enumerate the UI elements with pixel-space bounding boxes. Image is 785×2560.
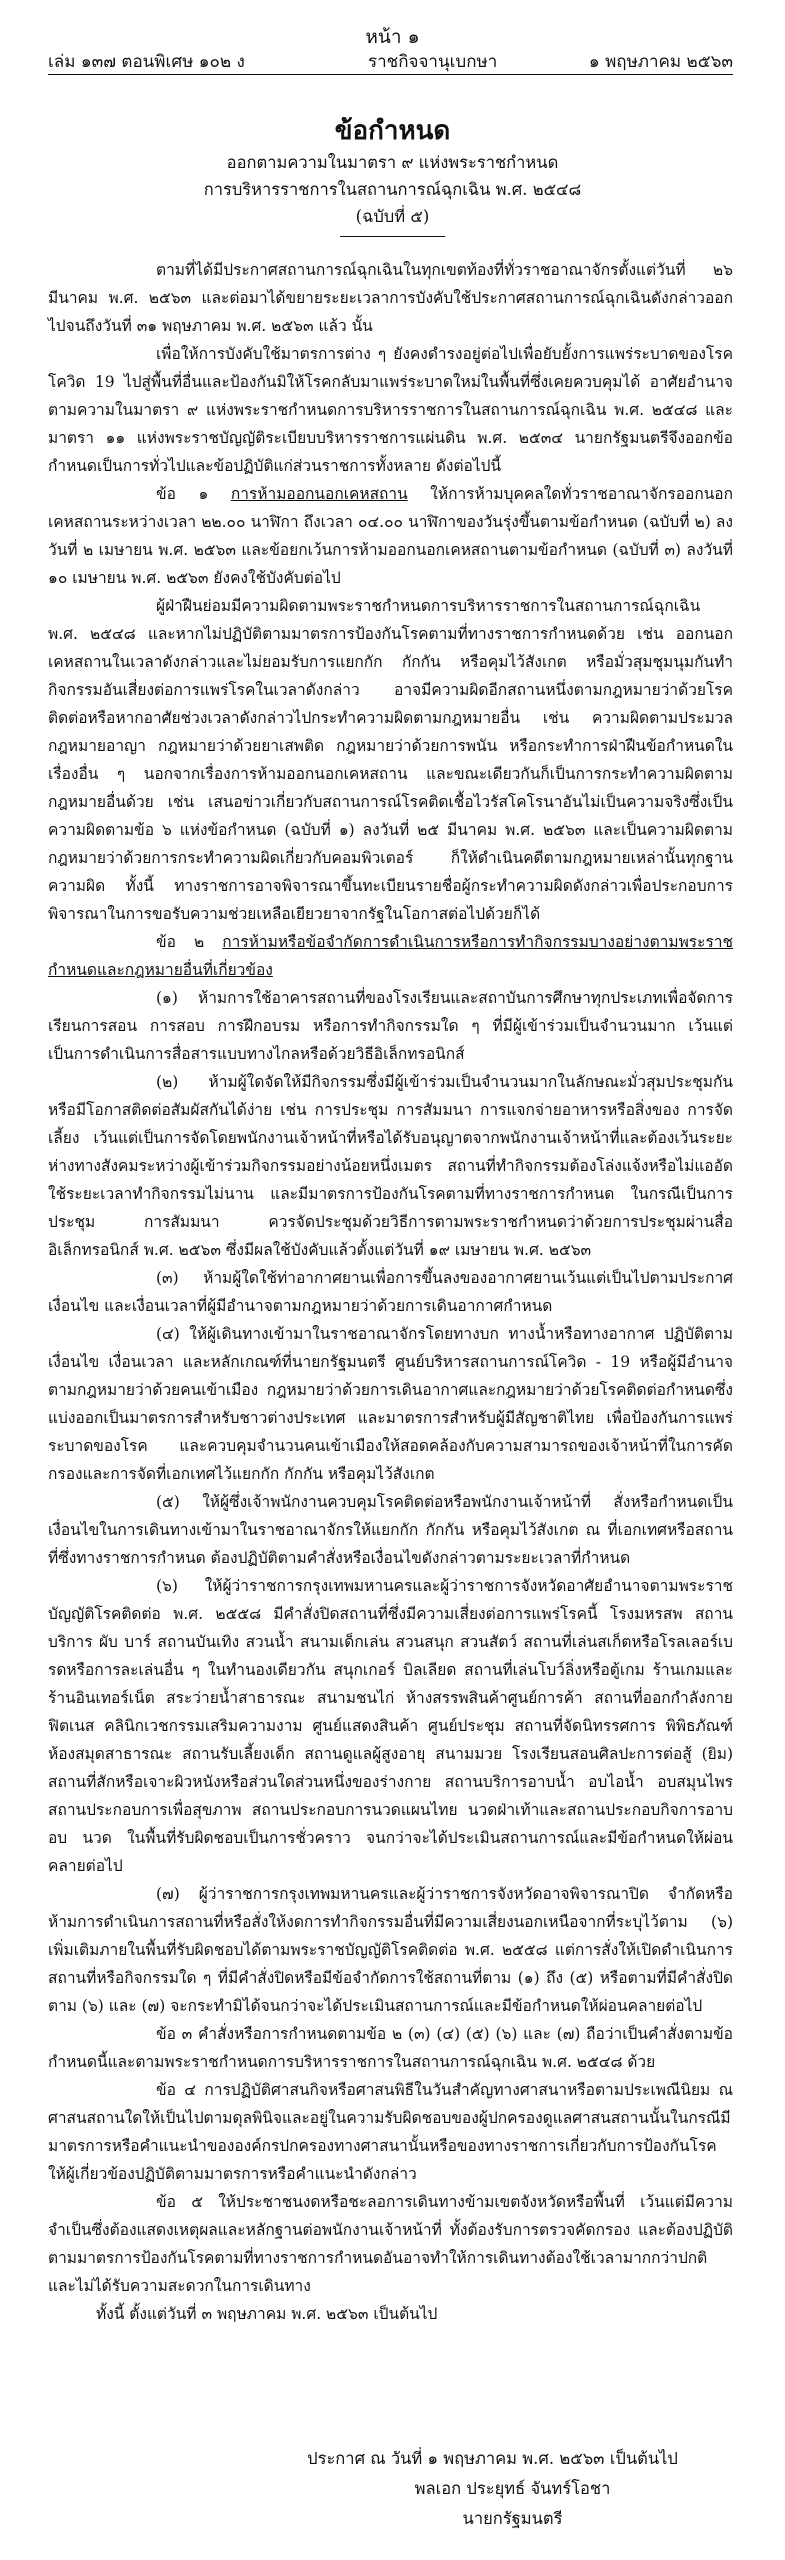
gazette-header	[48, 48, 733, 74]
clause: (๖) ให้ผู้ว่าราชการกรุงเทพมหานครและผู้ว่าราชการจังหวัดอาศัยอำนาจตามพระราชบัญญัติโรคติดต่อ พ.ศ. ๒๕๕๘ มีคำสั่งปิดสถานที่ซึ่งมีความเสี่ยงต่อการแพร่โรคนี้ โรงมหรสพ สถานบริการ ผับ บาร์ สถานบันเทิง สวนน้ำ สนามเด็กเล่น สวนสนุก สวนสัตว์ สถานที่เล่นสเก็ตหรือโรลเลอร์เบรดหรือการละเล่นอื่น ๆ ในทำนองเดียวกัน สนุกเกอร์ บิลเลียด สถานที่เล่นโบว์ลิ่งหรือตู้เกม ร้านเกมและร้านอินเทอร์เน็ต สระว่ายน้ำสาธารณะ สนามชนไก่ ห้างสรรพสินค้าศูนย์การค้า สถานที่ออกกำลังกายฟิตเนส คลินิกเวชกรรมเสริมความงาม ศูนย์แสดงสินค้า ศูนย์ประชุม สถานที่จัดนิทรรศการ พิพิธภัณฑ์ ห้องสมุดสาธารณะ สถานรับเลี้ยงเด็ก สถานดูแลผู้สูงอายุ สนามมวย โรงเรียนสอนศิลปะการต่อสู้ (ยิม) สถานที่สักหรือเจาะผิวหนังหรือส่วนใดส่วนหนึ่งของร่างกาย สถานบริการอาบน้ำ อบไอน้ำ อบสมุนไพร สถานประกอบการเพื่อสุขภาพ สถานประกอบการนวดแผนไทย นวดฝ่าเท้าและสถานประกอบกิจการอาบ อบ นวด ในพื้นที่รับผิดชอบเป็นการชั่วคราว จนกว่าจะได้ประเมินสถานการณ์และมีข้อกำหนดให้ผ่อนคลายต่อไป	[48, 1577, 733, 1875]
article-heading: การห้ามหรือข้อจำกัดการดำเนินการหรือการทำกิจกรรมบางอย่างตามพระราชกำหนดและกฎหมายอื่นที่เกี่ยวข้อง	[48, 933, 733, 979]
article-2	[48, 928, 733, 984]
clause: (๕) ให้ผู้ซึ่งเจ้าพนักงานควบคุมโรคติดต่อหรือพนักงานเจ้าหน้าที่ สั่งหรือกำหนดเป็นเงื่อนไขในการเดินทางเข้ามาในราชอาณาจักรให้แยกกัก กักกัน หรือคุมไว้สังเกต ณ ที่เอกเทศหรือสถานที่ซึ่งทางราชการกำหนด ต้องปฏิบัติตามคำสั่งหรือเงื่อนไขดังกล่าวตามระยะเวลาที่กำหนด	[48, 1493, 733, 1567]
page-number: หน้า ๑	[365, 26, 420, 48]
paragraph: ผู้ฝ่าฝืนย่อมมีความผิดตามพระราชกำหนดการบริหารราชการในสถานการณ์ฉุกเฉิน พ.ศ. ๒๕๔๘ และหากไม่ปฏิบัติตามมาตรการป้องกันโรคตามที่ทางราชการกำหนดด้วย เช่น ออกนอกเคหสถานในเวลาดังกล่าวและไม่ยอมรับการแยกกัก กักกัน หรือคุมไว้สังเกต หรือมั่วสุมชุมนุมกันทำกิจกรรมอันเสี่ยงต่อการแพร่โรคในเวลาดังกล่าว อาจมีความผิดอีกสถานหนึ่งตามกฎหมายว่าด้วยโรคติดต่อหรือหากอาศัยช่วงเวลาดังกล่าวไปกระทำความผิดตามกฎหมายอื่น เช่น ความผิดตามประมวลกฎหมายอาญา กฎหมายว่าด้วยยาเสพติด กฎหมายว่าด้วยการพนัน หรือกระทำการฝ่าฝืนข้อกำหนดในเรื่องอื่น ๆ นอกจากเรื่องการห้ามออกนอกเคหสถาน และขณะเดียวกันก็เป็นการกระทำความผิดตามกฎหมายอื่นด้วย เช่น เสนอข่าวเกี่ยวกับสถานการณ์โรคติดเชื้อไวรัสโคโรนาอันไม่เป็นความจริงซึ่งเป็นความผิดตามข้อ ๖ แห่งข้อกำหนด (ฉบับที่ ๑) ลงวันที่ ๒๕ มีนาคม พ.ศ. ๒๕๖๓ และเป็นความผิดตามกฎหมายว่าด้วยการกระทำความผิดเกี่ยวกับคอมพิวเตอร์ ก็ให้ดำเนินคดีตามกฎหมายเหล่านั้นทุกฐานความผิด ทั้งนี้ ทางราชการอาจพิจารณาขึ้นทะเบียนรายชื่อผู้กระทำความผิดดังกล่าวเพื่อประกอบการพิจารณาในการขอรับความช่วยเหลือเยียวยาจากรัฐในโอกาสต่อไปด้วยก็ได้	[48, 597, 733, 923]
gazette-name: ราชกิจจานุเบกษา	[368, 52, 498, 72]
effective-date: ทั้งนี้ ตั้งแต่วันที่ ๓ พฤษภาคม พ.ศ. ๒๕๖๓ เป็นต้นไป	[96, 2305, 438, 2323]
clause: (๓) ห้ามผู้ใดใช้ท่าอากาศยานเพื่อการขึ้นลงของอากาศยานเว้นแต่เป็นไปตามประกาศ เงื่อนไข และเงื่อนเวลาที่ผู้มีอำนาจตามกฎหมายว่าด้วยการเดินอากาศกำหนด	[48, 1269, 733, 1315]
clause: (๒) ห้ามผู้ใดจัดให้มีกิจกรรมซึ่งมีผู้เข้าร่วมเป็นจำนวนมากในลักษณะมั่วสุมประชุมกัน หรือมีโอกาสติดต่อสัมผัสกันได้ง่าย เช่น การประชุม การสัมมนา การแจกจ่ายอาหารหรือสิ่งของ การจัดเลี้ยง เว้นแต่เป็นการจัดโดยพนักงานเจ้าหน้าที่หรือได้รับอนุญาตจากพนักงานเจ้าหน้าที่และต้องเว้นระยะห่างทางสังคมระหว่างผู้เข้าร่วมกิจกรรมอย่างน้อยหนึ่งเมตร สถานที่ทำกิจกรรมต้องโล่งแจ้งหรือไม่แออัด ใช้ระยะเวลาทำกิจกรรมไม่นาน และมีมาตรการป้องกันโรคตามที่ทางราชการกำหนด ในกรณีเป็นการประชุม การสัมมนา ควรจัดประชุมด้วยวิธีการตามพระราชกำหนดว่าด้วยการประชุมผ่านสื่ออิเล็กทรอนิกส์ พ.ศ. ๒๕๖๓ ซึ่งมีผลใช้บังคับแล้วตั้งแต่วันที่ ๑๙ เมษายน พ.ศ. ๒๕๖๓	[48, 1073, 733, 1259]
article-number: ข้อ ๒	[156, 933, 205, 951]
document-title: ข้อกำหนด	[334, 116, 451, 146]
issue-date: ๑ พฤษภาคม ๒๕๖๓	[588, 52, 733, 72]
article-3: ข้อ ๓ คำสั่งหรือการกำหนดตามข้อ ๒ (๓) (๔) (๕) (๖) และ (๗) ถือว่าเป็นคำสั่งตามข้อกำหนดนี้และตามพระราชกำหนดการบริหารราชการในสถานการณ์ฉุกเฉิน พ.ศ. ๒๕๔๘ ด้วย	[48, 2025, 733, 2071]
article-1	[48, 480, 733, 592]
announcement-date: ประกาศ ณ วันที่ ๑ พฤษภาคม พ.ศ. ๒๕๖๓ เป็นต้นไป	[307, 2449, 678, 2468]
header-rule	[48, 74, 733, 75]
clause: (๑) ห้ามการใช้อาคารสถานที่ของโรงเรียนและสถาบันการศึกษาทุกประเภทเพื่อจัดการเรียนการสอน การสอบ การฝึกอบรม หรือการทำกิจกรรมใด ๆ ที่มีผู้เข้าร่วมเป็นจำนวนมาก เว้นแต่เป็นการดำเนินการสื่อสารแบบทางไกลหรือด้วยวิธีอิเล็กทรอนิกส์	[48, 989, 733, 1063]
title-separator	[340, 236, 445, 237]
article-4: ข้อ ๔ การปฏิบัติศาสนกิจหรือศาสนพิธีในวันสำคัญทางศาสนาหรือตามประเพณีนิยม ณ ศาสนสถานใดให้เป็นไปตามดุลพินิจและอยู่ในความรับผิดชอบของผู้ปกครองดูแลศาสนสถานนั้นในกรณีมีมาตรการหรือคำแนะนำขององค์กรปกครองทางศาสนานั้นหรือของทางราชการเกี่ยวกับการป้องกันโรค ให้ผู้เกี่ยวข้องปฏิบัติตามมาตรการหรือคำแนะนำดังกล่าว	[48, 2081, 733, 2183]
article-heading: การห้ามออกนอกเคหสถาน	[230, 485, 408, 503]
article-5: ข้อ ๕ ให้ประชาชนงดหรือชะลอการเดินทางข้ามเขตจังหวัดหรือพื้นที่ เว้นแต่มีความจำเป็นซึ่งต้องแสดงเหตุผลและหลักฐานต่อพนักงานเจ้าหน้าที่ ทั้งต้องรับการตรวจคัดกรอง และต้องปฏิบัติตามมาตรการป้องกันโรคตามที่ทางราชการกำหนดอันอาจทำให้การเดินทางต้องใช้เวลามากกว่าปกติ และไม่ได้รับความสะดวกในการเดินทาง	[48, 2193, 733, 2295]
document-subtitle: ออกตามความในมาตรา ๙ แห่งพระราชกำหนด	[226, 153, 559, 172]
volume-label: เล่ม ๑๓๗ ตอนพิเศษ ๑๐๒ ง	[48, 52, 245, 72]
document-body	[48, 256, 733, 2328]
paragraph: เพื่อให้การบังคับใช้มาตรการต่าง ๆ ยังคงดำรงอยู่ต่อไปเพื่อยับยั้งการแพร่ระบาดของโรคโควิด 19 ไปสู่พื้นที่อื่นและป้องกันมิให้โรคกลับมาแพร่ระบาดใหม่ในพื้นที่ซึ่งเคยควบคุมได้ อาศัยอำนาจตามความในมาตรา ๙ แห่งพระราชกำหนดการบริหารราชการในสถานการณ์ฉุกเฉิน พ.ศ. ๒๕๔๘ และมาตรา ๑๑ แห่งพระราชบัญญัติระเบียบบริหารราชการแผ่นดิน พ.ศ. ๒๕๓๔ นายกรัฐมนตรีจึงออกข้อกำหนดเป็นการทั่วไปและข้อปฏิบัติแก่ส่วนราชการทั้งหลาย ดังต่อไปนี้	[48, 345, 733, 475]
article-text: ให้การห้ามบุคคลใดทั่วราชอาณาจักรออกนอกเคหสถานระหว่างเวลา ๒๒.๐๐ นาฬิกา ถึงเวลา ๐๔.๐๐ นาฬิกาของวันรุ่งขึ้นตามข้อกำหนด (ฉบับที่ ๒) ลงวันที่ ๒ เมษายน พ.ศ. ๒๕๖๓ และข้อยกเว้นการห้ามออกนอกเคหสถานตามข้อกำหนด (ฉบับที่ ๓) ลงวันที่ ๑๐ เมษายน พ.ศ. ๒๕๖๓ ยังคงใช้บังคับต่อไป	[48, 485, 733, 587]
document-subtitle: การบริหารราชการในสถานการณ์ฉุกเฉิน พ.ศ. ๒๕๔๘	[203, 180, 582, 199]
article-number: ข้อ ๑	[156, 485, 209, 503]
signatory-name: พลเอก ประยุทธ์ จันทร์โอชา	[414, 2479, 611, 2498]
clause: (๔) ให้ผู้เดินทางเข้ามาในราชอาณาจักรโดยทางบก ทางน้ำหรือทางอากาศ ปฏิบัติตามเงื่อนไข เงื่อนเวลา และหลักเกณฑ์ที่นายกรัฐมนตรี ศูนย์บริหารสถานการณ์โควิด - 19 หรือผู้มีอำนาจตามกฎหมายว่าด้วยคนเข้าเมือง กฎหมายว่าด้วยการเดินอากาศและกฎหมายว่าด้วยโรคติดต่อกำหนดซึ่งแบ่งออกเป็นมาตรการสำหรับชาวต่างประเทศ และมาตรการสำหรับผู้มีสัญชาติไทย เพื่อป้องกันการแพร่ระบาดของโรค และควบคุมจำนวนคนเข้าเมืองให้สอดคล้องกับความสามารถของเจ้าหน้าที่ในการคัดกรองและการจัดที่เอกเทศไว้แยกกัก กักกัน หรือคุมไว้สังเกต	[48, 1325, 733, 1483]
clause: (๗) ผู้ว่าราชการกรุงเทพมหานครและผู้ว่าราชการจังหวัดอาจพิจารณาปิด จำกัดหรือห้ามการดำเนินการสถานที่หรือสั่งให้งดการทำกิจกรรมอื่นที่มีความเสี่ยงนอกเหนือจากที่ระบุไว้ตาม (๖) เพิ่มเติมภายในพื้นที่รับผิดชอบได้ตามพระราชบัญญัติโรคติดต่อ พ.ศ. ๒๕๕๘ แต่การสั่งให้เปิดดำเนินการสถานที่หรือกิจกรรมใด ๆ ที่มีคำสั่งปิดหรือมีข้อจำกัดการใช้สถานที่ตาม (๑) ถึง (๕) หรือตามที่มีคำสั่งปิดตาม (๖) และ (๗) จะกระทำมิได้จนกว่าจะได้ประเมินสถานการณ์และมีข้อกำหนดให้ผ่อนคลายต่อไป	[48, 1885, 733, 2015]
signatory-position: นายกรัฐมนตรี	[462, 2509, 563, 2528]
paragraph: ตามที่ได้มีประกาศสถานการณ์ฉุกเฉินในทุกเขตท้องที่ทั่วราชอาณาจักรตั้งแต่วันที่ ๒๖ มีนาคม พ.ศ. ๒๕๖๓ และต่อมาได้ขยายระยะเวลาการบังคับใช้ประกาศสถานการณ์ฉุกเฉินดังกล่าวออกไปจนถึงวันที่ ๓๑ พฤษภาคม พ.ศ. ๒๕๖๓ แล้ว นั้น	[48, 261, 733, 335]
document-issue-number: (ฉบับที่ ๕)	[355, 207, 430, 226]
